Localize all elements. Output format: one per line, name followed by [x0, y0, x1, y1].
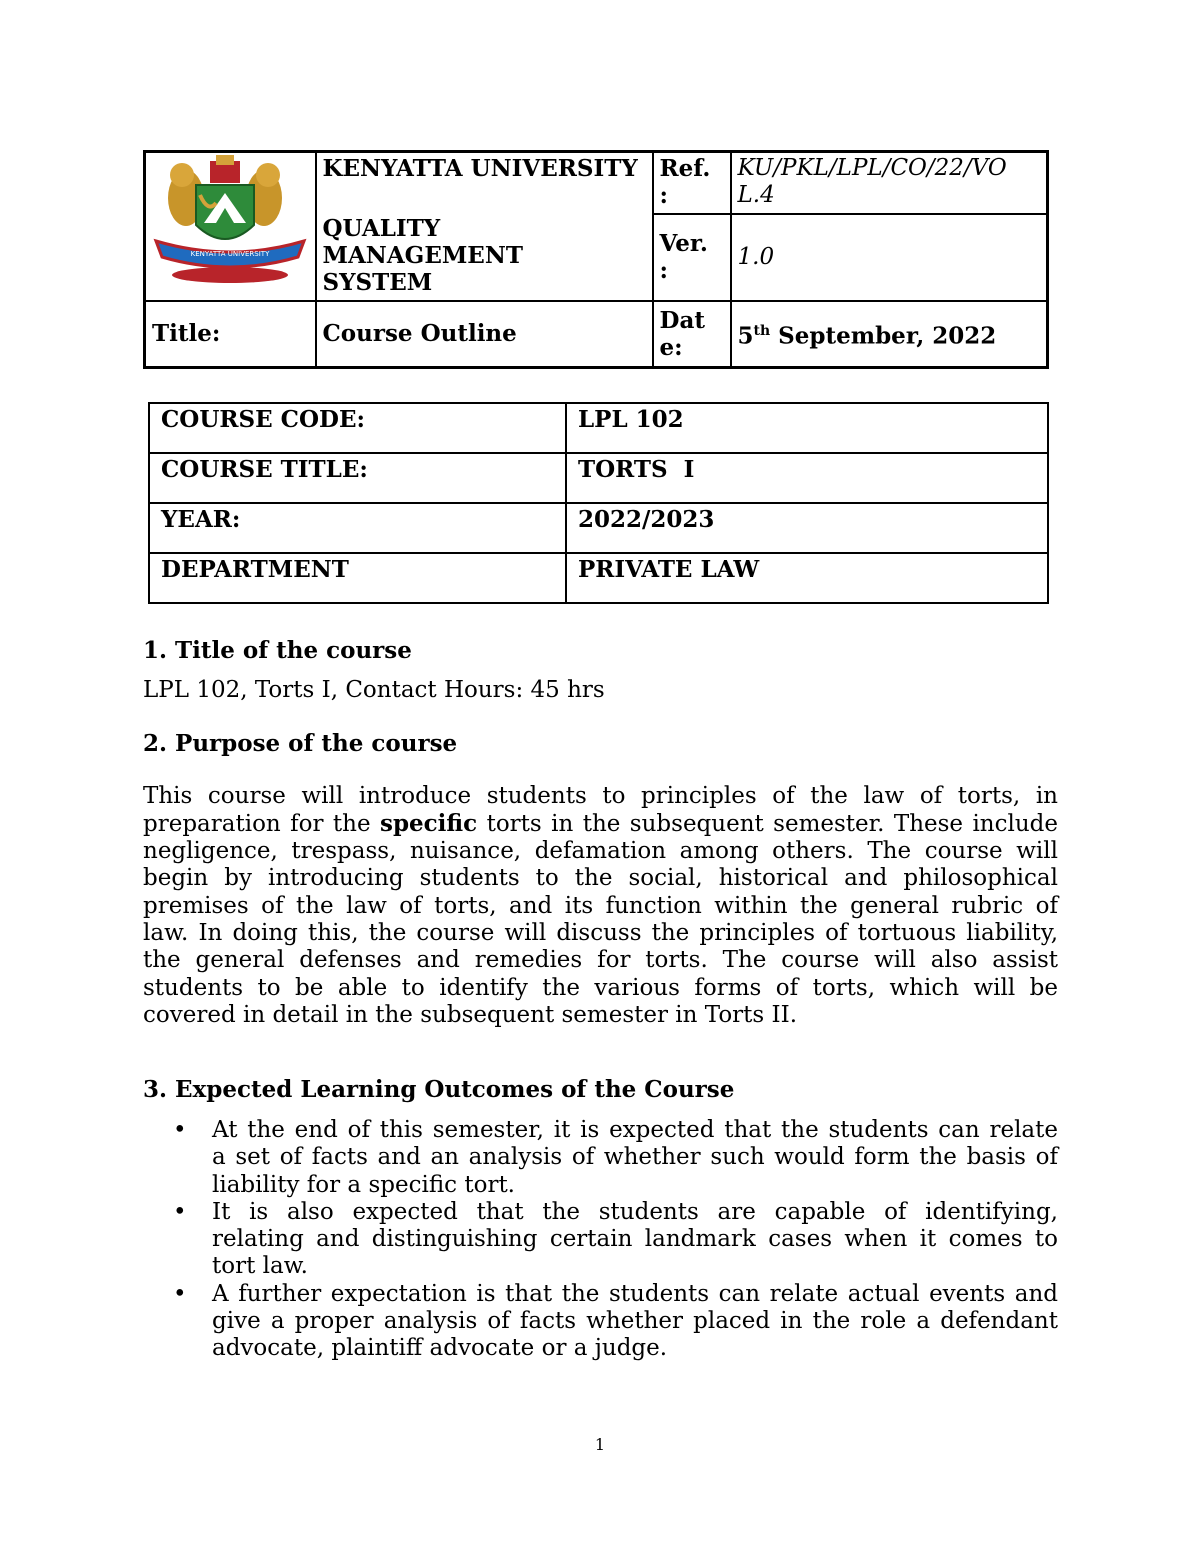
- course-title-label: COURSE TITLE:: [149, 453, 566, 503]
- date-label: Dat: [659, 306, 705, 334]
- ver-label-cell: [653, 214, 731, 301]
- table-row: [149, 403, 1048, 453]
- table-row: [149, 453, 1048, 503]
- university-crest-logo: [146, 153, 314, 293]
- list-item-line: advocate, plaintiff advocate or a judge.: [212, 1335, 668, 1362]
- section-3-heading: 3. Expected Learning Outcomes of the Course: [143, 1076, 735, 1103]
- list-item: [143, 1199, 1058, 1281]
- purpose-paragraph: [143, 783, 1058, 1030]
- ref-label-cell: [653, 152, 731, 214]
- table-row: [149, 553, 1048, 603]
- list-item-line: A further expectation is that the students can relate actual events and: [212, 1280, 1058, 1307]
- qms-header-table: [143, 150, 1049, 369]
- department-value: PRIVATE LAW: [566, 553, 1048, 603]
- list-item-line: give a proper analysis of facts whether placed in the role a defendant: [212, 1308, 1058, 1335]
- list-item-line: a set of facts and an analysis of whether such would form the basis of: [212, 1144, 1058, 1171]
- logo-cell: [145, 152, 316, 302]
- bullet-icon: •: [173, 1198, 187, 1225]
- ref-label: Ref.: [659, 155, 711, 182]
- qms-line-3: SYSTEM: [322, 269, 433, 296]
- paragraph-line: begin by introducing students to the social, historical and philosophical: [143, 865, 1058, 892]
- emphasis-text: specific: [380, 810, 478, 838]
- paragraph-line: law. In doing this, the course will discuss the principles of tortuous liability,: [143, 919, 1058, 946]
- list-item-line: relating and distinguishing certain landmark cases when it comes to: [212, 1226, 1058, 1253]
- section-1-heading: 1. Title of the course: [143, 637, 412, 664]
- title-value-cell: [316, 301, 653, 367]
- list-item-line: liability for a specific tort.: [212, 1171, 515, 1198]
- ref-colon: :: [659, 182, 668, 209]
- ref-value-line1: KU/PKL/LPL/CO/22/VO: [737, 155, 1007, 181]
- course-code-label: COURSE CODE:: [149, 403, 566, 453]
- paragraph-text: preparation for the: [143, 811, 381, 838]
- title-label: Title:: [152, 320, 221, 348]
- list-item-line: tort law.: [212, 1253, 308, 1280]
- qms-line-2: MANAGEMENT: [322, 242, 523, 269]
- outcomes-list: [143, 1117, 1058, 1363]
- paragraph-line: This course will introduce students to principles of the law of torts, in: [143, 783, 1058, 809]
- university-name: KENYATTA UNIVERSITY: [322, 155, 638, 182]
- page-number: 1: [594, 1435, 606, 1454]
- date-value-cell: [731, 301, 1048, 367]
- date-rest: September, 2022: [770, 322, 997, 350]
- course-code-value: LPL 102: [566, 403, 1048, 453]
- logo-motto-text: KENYATTA UNIVERSITY: [190, 250, 270, 258]
- paragraph-line: the general defenses and remedies for torts. The course will also assist: [143, 947, 1058, 974]
- date-suffix: th: [753, 322, 771, 339]
- date-label-cell: [653, 301, 731, 367]
- section-1-text: LPL 102, Torts I, Contact Hours: 45 hrs: [143, 677, 605, 703]
- bullet-icon: •: [173, 1280, 187, 1307]
- list-item: [143, 1117, 1058, 1199]
- ver-colon: :: [659, 257, 668, 285]
- course-title-value: TORTS I: [566, 453, 1048, 503]
- ver-value: 1.0: [737, 243, 775, 270]
- qms-line-1: QUALITY: [322, 215, 441, 242]
- paragraph-line: negligence, trespass, nuisance, defamation among others. The course will: [143, 837, 1058, 864]
- paragraph-text: torts in the subsequent semester. These include: [486, 811, 1059, 838]
- bullet-icon: •: [173, 1117, 187, 1143]
- list-item: [143, 1281, 1058, 1363]
- date-label-cont: e:: [659, 333, 683, 361]
- paragraph-line: [143, 810, 1058, 837]
- paragraph-line: premises of the law of torts, and its function within the general rubric of: [143, 892, 1058, 919]
- year-label: YEAR:: [149, 503, 566, 553]
- ref-value-cell: [731, 152, 1048, 214]
- section-2-heading: 2. Purpose of the course: [143, 730, 458, 757]
- department-label: DEPARTMENT: [149, 553, 566, 603]
- ref-value-line2: L.4: [737, 182, 775, 208]
- list-item-line: At the end of this semester, it is expected that the students can relate: [212, 1117, 1058, 1143]
- paragraph-line: covered in detail in the subsequent semester in Torts II.: [143, 1002, 798, 1029]
- ver-label: Ver.: [659, 230, 708, 258]
- date-day: 5: [737, 322, 754, 350]
- title-value: Course Outline: [322, 320, 517, 348]
- org-name-cell: [316, 152, 653, 302]
- ver-value-cell: [731, 214, 1048, 301]
- table-row: [149, 503, 1048, 553]
- title-label-cell: [145, 301, 316, 367]
- list-item-line: It is also expected that the students are capable of identifying,: [212, 1198, 1058, 1225]
- year-value: 2022/2023: [566, 503, 1048, 553]
- paragraph-line: students to be able to identify the various forms of torts, which will be: [143, 974, 1058, 1001]
- course-info-table: [148, 402, 1049, 604]
